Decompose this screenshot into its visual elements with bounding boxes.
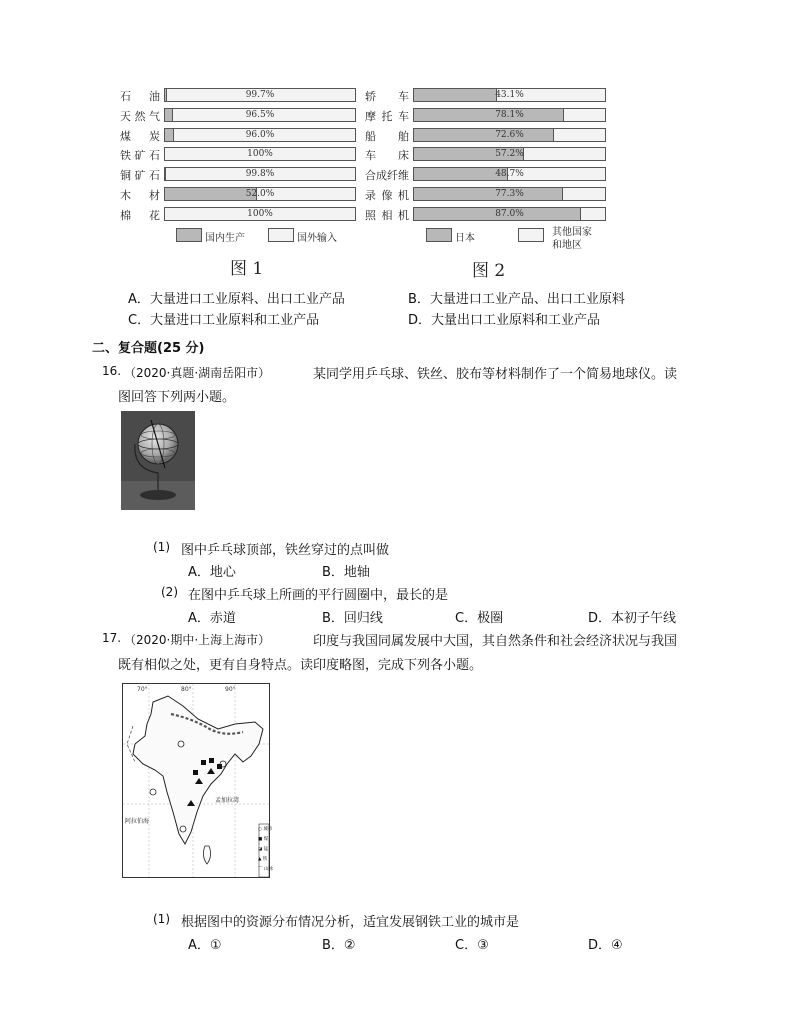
q16-sub1-number: (1): [153, 540, 170, 554]
chart-2-category-label: 照相机: [365, 208, 409, 222]
chart-1-category-label: 天然气: [120, 109, 160, 123]
chart-1-legend-foreign-label: 国外输入: [297, 233, 337, 244]
q16-sub2-number: (2): [161, 585, 178, 599]
chart-2-data-label: 43.1%: [495, 90, 524, 100]
q15-option-d[interactable]: D．大量出口工业原料和工业产品: [408, 313, 601, 328]
chart-2-legend-other-label-2: 和地区: [552, 240, 582, 251]
chart-1-category-label: 石 油: [120, 90, 160, 103]
chart-2-category-label: 车 床: [365, 149, 409, 163]
q16-stem-line1: 某同学用乒乓球、铁丝、胶布等材料制作了一个简易地球仪。读: [313, 367, 678, 382]
chart-2-bar: [413, 88, 606, 102]
india-map: [122, 683, 273, 878]
q16-stem-line2: 图回答下列两小题。: [118, 390, 236, 405]
chart-2-bar: [413, 128, 606, 142]
chart-2-category-label: 轿 车: [365, 90, 409, 103]
chart-2-bar: [413, 207, 606, 221]
chart-2-legend-other-swatch: [518, 228, 544, 242]
chart-1-data-label: 96.5%: [245, 109, 275, 120]
chart-1-data-label: 99.7%: [245, 90, 275, 100]
q17-number: 17.: [102, 631, 122, 645]
q16-sub1-text: 图中乒乓球顶部，铁丝穿过的点叫做: [181, 543, 390, 558]
map-legend-city: ○ 城市: [258, 827, 273, 832]
q15-option-c[interactable]: C．大量进口工业原料和工业产品: [128, 313, 320, 328]
chart-2-caption: 图 2: [472, 261, 506, 281]
chart-1-bar: [164, 128, 356, 142]
chart-2-category-label: 合成纤维: [365, 169, 409, 183]
chart-1-bar: [164, 147, 356, 161]
chart-2-category-label: 录像机: [365, 189, 409, 202]
chart-1-category-label: 棉 花: [120, 208, 160, 222]
chart-2-bar: [413, 147, 606, 161]
chart-1-data-label: 100%: [247, 208, 273, 219]
chart-1-category-label: 铁矿石: [120, 149, 160, 163]
q15-option-a[interactable]: A．大量进口工业原料、出口工业产品: [128, 292, 345, 307]
chart-2-legend-japan-label: 日本: [455, 233, 475, 244]
chart-1-data-label: 99.8%: [245, 169, 275, 180]
chart-2-category-label: 船 舶: [365, 129, 409, 143]
chart-1-bar: [164, 108, 356, 122]
q17-sub1-option-d[interactable]: D．④: [588, 938, 623, 953]
chart-1-caption: 图 1: [230, 259, 264, 279]
chart-2-data-label: 72.6%: [495, 129, 524, 140]
chart-2-data-label: 78.1%: [495, 109, 524, 120]
chart-2-data-label: 87.0%: [495, 208, 524, 219]
map-legend: [258, 825, 273, 875]
chart-1-data-label: 52.0%: [245, 189, 275, 199]
chart-1-bar: [164, 187, 356, 201]
chart-1-bar: [164, 167, 356, 181]
map-legend-manganese: ◪ 锰: [258, 847, 269, 852]
chart-2-legend-other-label-1: 其他国家: [552, 227, 592, 238]
q16-sub2-option-d[interactable]: D．本初子午线: [588, 611, 677, 626]
q17-sub1-option-c[interactable]: C．③: [455, 938, 489, 953]
q16-sub2-option-a[interactable]: A．赤道: [188, 611, 236, 626]
chart-1-bar: [164, 88, 356, 102]
q17-sub1-option-a[interactable]: A．①: [188, 938, 222, 953]
q16-number: 16.: [102, 364, 122, 378]
chart-2-bar: [413, 108, 606, 122]
q15-option-b[interactable]: B．大量进口工业产品、出口工业原料: [408, 292, 625, 307]
chart-1-legend-domestic-swatch: [176, 228, 202, 242]
chart-2-data-label: 77.3%: [495, 189, 524, 199]
q16-sub1-option-b[interactable]: B．地轴: [322, 565, 370, 580]
chart-1-data-label: 100%: [247, 149, 273, 160]
q17-stem-line1: 印度与我国同属发展中大国，其自然条件和社会经济状况与我国: [313, 634, 678, 649]
q16-source: （2020·真题·湖南岳阳市）: [124, 366, 271, 380]
globe-photo: [121, 411, 195, 510]
map-lon-80: 80°: [181, 686, 192, 693]
q16-sub2-text: 在图中乒乓球上所画的平行圆圈中，最长的是: [188, 588, 449, 603]
q16-sub1-option-a[interactable]: A．地心: [188, 565, 236, 580]
map-sea-east: 孟加拉湾: [215, 797, 240, 804]
chart-2-legend-japan-swatch: [426, 228, 452, 242]
chart-1-category-label: 煤 炭: [120, 129, 160, 143]
chart-2-data-label: 57.2%: [495, 149, 524, 160]
chart-1-category-label: 木 材: [120, 189, 160, 202]
q16-sub2-option-b[interactable]: B．回归线: [322, 611, 383, 626]
q16-sub2-option-c[interactable]: C．极圈: [455, 611, 504, 626]
map-lon-90: 90°: [225, 686, 236, 693]
section-title: 二、复合题(25 分): [92, 341, 205, 356]
chart-2-bar: [413, 167, 606, 181]
map-legend-coal: ■ 煤: [258, 837, 269, 842]
q17-sub1-text: 根据图中的资源分布情况分析，适宜发展钢铁工业的城市是: [181, 915, 520, 930]
chart-1-data-label: 96.0%: [245, 129, 275, 140]
chart-1-legend-domestic-label: 国内生产: [205, 233, 245, 244]
q17-stem-line2: 既有相似之处，更有自身特点。读印度略图，完成下列各小题。: [118, 658, 483, 673]
q17-source: （2020·期中·上海上海市）: [124, 633, 271, 647]
chart-2-data-label: 48.7%: [495, 169, 524, 180]
map-lon-70: 70°: [137, 686, 148, 693]
q17-sub1-option-b[interactable]: B．②: [322, 938, 356, 953]
chart-1-category-label: 铜矿石: [120, 169, 160, 183]
chart-2-bar: [413, 187, 606, 201]
chart-2-category-label: 摩托车: [365, 109, 409, 123]
chart-1-bar: [164, 207, 356, 221]
map-sea-west: 阿拉伯海: [125, 818, 150, 825]
map-legend-mountain: ⌒ 山脉: [258, 867, 273, 872]
q17-sub1-number: (1): [153, 912, 170, 926]
chart-1-legend-foreign-swatch: [268, 228, 294, 242]
map-legend-iron: ▲ 铁: [258, 857, 268, 862]
